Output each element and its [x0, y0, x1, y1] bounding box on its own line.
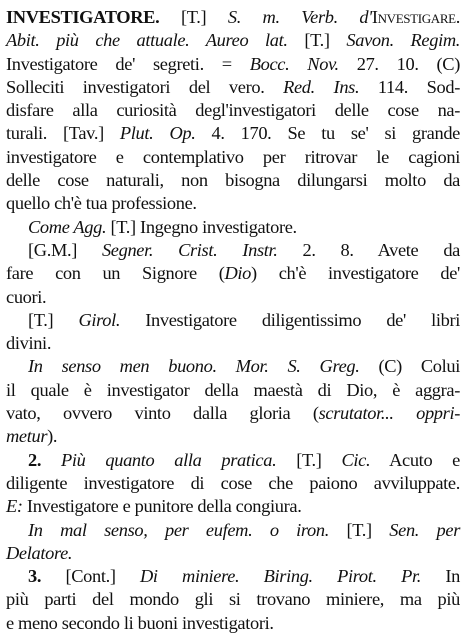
- text-line: [6, 239, 460, 262]
- text-segment: In mal senso, per eufem. o iron.: [28, 519, 329, 540]
- text-segment: divini.: [6, 333, 52, 354]
- text-segment: In senso men buono. Mor. S. Greg.: [28, 356, 360, 377]
- text-segment: Investigatore e punitore della congiura.: [22, 496, 302, 517]
- text-segment: Red. Ins.: [283, 76, 360, 97]
- text-line: [6, 29, 460, 52]
- text-segment: (C) Colui: [359, 356, 461, 377]
- text-segment: Girol.: [78, 309, 121, 330]
- text-segment: metur: [6, 426, 48, 447]
- text-line: [6, 402, 460, 425]
- text-line: [6, 495, 460, 518]
- text-line: [6, 588, 460, 611]
- text-line: [6, 449, 460, 472]
- text-line: [6, 519, 460, 542]
- text-segment: quello ch'è tua professione.: [6, 193, 197, 214]
- text-segment: Come Agg.: [28, 216, 107, 237]
- text-segment: Segner. Crist. Instr.: [101, 239, 278, 260]
- text-segment: E:: [6, 496, 23, 517]
- text-segment: Investigatore de' segreti. =: [6, 53, 250, 74]
- text-line: [6, 262, 460, 285]
- text-segment: Savon. Regim.: [346, 30, 461, 51]
- text-segment: [T.]: [28, 309, 79, 330]
- text-segment: Abit. più che attuale. Aureo lat.: [6, 30, 288, 51]
- text-segment: [T.]: [180, 7, 228, 27]
- text-line: [6, 379, 460, 402]
- text-segment: Delatore.: [6, 542, 73, 563]
- text-line: [6, 565, 460, 588]
- text-segment: [T.]: [276, 449, 342, 470]
- text-line: [6, 216, 460, 239]
- text-segment: fare con un Signore (: [6, 263, 225, 284]
- text-segment: Bocc. Nov.: [249, 53, 339, 74]
- text-segment: [G.M.]: [28, 239, 102, 260]
- text-segment: cuori.: [6, 286, 47, 307]
- text-segment: diligente investigatore di cose che paiono avviluppate.: [6, 472, 460, 493]
- text-segment: Investigatore diligentissimo de' libri: [120, 309, 460, 330]
- text-line: [6, 472, 460, 495]
- text-line: [6, 53, 460, 76]
- text-line: [6, 542, 460, 565]
- text-segment: 27. 10. (C): [338, 53, 460, 74]
- text-segment: S. m. Verb. d': [227, 7, 372, 27]
- text-segment: il quale è investigator della maestà di Dio, è aggra-: [6, 379, 460, 400]
- text-line: [6, 169, 460, 192]
- text-segment: Sen. per: [389, 519, 461, 540]
- text-segment: INVESTIGATORE.: [6, 7, 181, 27]
- text-segment: investigatore e contemplativo per ritrovar le cagioni: [6, 146, 460, 167]
- text-segment: 2. 8. Avete da: [277, 239, 460, 260]
- text-segment: Cic.: [341, 449, 371, 470]
- text-segment: In: [421, 566, 460, 587]
- text-segment: Solleciti investigatori del vero.: [6, 76, 284, 97]
- text-segment: e meno secondo li buoni investigatori.: [6, 612, 274, 633]
- text-segment: ) ch'è investigatore de': [251, 263, 460, 284]
- text-segment: Investigare.: [371, 7, 460, 27]
- text-segment: 3.: [28, 566, 66, 587]
- text-segment: disfare alla curiosità degl'investigatori delle cose na-: [6, 100, 460, 121]
- text-line: [6, 355, 460, 378]
- text-segment: [T.]: [287, 30, 347, 51]
- text-segment: scrutator... oppri-: [318, 403, 460, 424]
- text-line: [6, 192, 460, 215]
- text-line: [6, 286, 460, 309]
- text-segment: ).: [47, 426, 58, 447]
- text-line: [6, 332, 460, 355]
- text-segment: turali. [Tav.]: [6, 123, 120, 144]
- text-segment: vato, ovvero vinto dalla gloria (: [6, 403, 319, 424]
- text-line: [6, 146, 460, 169]
- text-line: [6, 6, 460, 29]
- text-segment: Dio: [224, 263, 252, 284]
- text-segment: più parti del mondo gli si trovano miniere, ma più: [6, 589, 460, 610]
- text-line: [6, 76, 460, 99]
- text-segment: [Cont.]: [65, 566, 140, 587]
- text-line: [6, 425, 460, 448]
- text-line: [6, 99, 460, 122]
- text-line: [6, 122, 460, 145]
- text-segment: Plut. Op.: [119, 123, 196, 144]
- text-segment: delle cose naturali, non bisogna dilungarsi molto da: [6, 170, 460, 191]
- text-segment: [T.] Ingegno investigatore.: [106, 216, 297, 237]
- text-segment: 2.: [28, 449, 61, 470]
- text-line: [6, 612, 460, 635]
- text-segment: Più quanto alla pratica.: [61, 449, 277, 470]
- text-segment: Acuto e: [370, 449, 460, 470]
- text-segment: 4. 170. Se tu se' si grande: [195, 123, 460, 144]
- text-segment: 114. Sod-: [359, 76, 460, 97]
- text-segment: Di miniere. Biring. Pirot. Pr.: [139, 566, 422, 587]
- text-segment: [T.]: [329, 519, 390, 540]
- text-line: [6, 309, 460, 332]
